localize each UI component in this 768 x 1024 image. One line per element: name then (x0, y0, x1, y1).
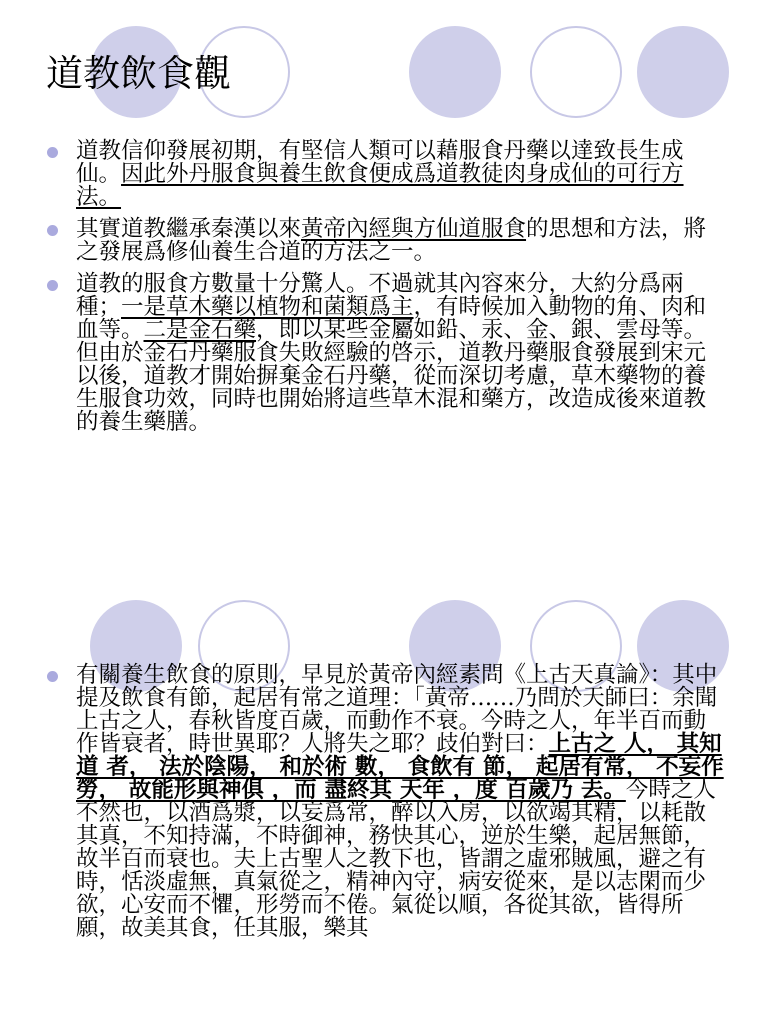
bullet-text: 有關養生飲食的原則，早見於黃帝內經素問《上古天真論》：其中提及飲食有節，起居有常之道理：「黃帝……乃問於天師曰：余聞上古之人，春秋皆度百歲，而動作不衰。今時之人，年半百而動作皆衰者，時世異耶？人將失之耶？歧伯對曰： (76, 662, 718, 757)
underlined-text: 一是草木藥以植物和菌類爲主 (121, 294, 414, 320)
bullet-text: ，即以某些金屬如鉛、汞、金、銀、雲母等。但由於金石丹藥服食失敗經驗的啓示，道教丹藥服食發展到宋元以後，道教才開始摒棄金石丹藥，從而深切考慮，草木藥物的養生服食功效，同時也開始將這些草木混和藥方，改造成後來道教的養生藥膳。 (76, 317, 707, 435)
bullet-icon (47, 671, 58, 682)
page-title: 道教飲食觀 (46, 52, 231, 95)
bullet-item (0, 140, 768, 209)
bullet-item (0, 664, 768, 940)
bullet-list (0, 140, 768, 443)
decorative-circle (637, 26, 729, 118)
underlined-bold-quote: 上古之 人， 其知道 者， 法於陰陽， 和於術 數， 食飲有 節， 起居有常， 不妄作勞， 故能形與神俱 ，而 盡終其 天年 ，度 百歲乃 去。 (76, 731, 724, 803)
bullet-text: 今時之人不然也，以酒爲漿，以妄爲常，醉以入房，以欲竭其精，以耗散其真，不知持滿，不時御神，務快其心，逆於生樂，起居無節，故半百而衰也。夫上古聖人之教下也，皆謂之虛邪賊風，避之有時，恬淡虛無，真氣從之，精神內守，病安從來，是以志閑而少欲，心安而不懼，形勞而不倦。氣從以順，各從其欲，皆得所願，故美其食，任其服，樂其 (76, 777, 716, 941)
bullet-icon (47, 147, 58, 158)
bullet-text: 道教的服食方數量十分驚人。不過就其內容來分，大約分爲兩種； (76, 271, 684, 320)
bullet-item (0, 218, 768, 264)
bullet-item (0, 273, 768, 434)
slide-2 (0, 512, 768, 1024)
bullet-icon (47, 225, 58, 236)
bullet-text: 道教信仰發展初期，有堅信人類可以藉服食丹藥以達致長生成仙。 (76, 138, 684, 187)
bullet-text: ，有時候加入動物的角、肉和血等。 (76, 294, 707, 343)
bullet-text: 其實道教繼承秦漢以來 (76, 216, 302, 242)
underlined-text: 黃帝內經與方仙道服食 (301, 216, 527, 242)
bullet-icon (47, 280, 58, 291)
decorative-circle (530, 26, 622, 118)
bullet-list (0, 664, 768, 949)
bullet-text: 的思想和方法，將之發展爲修仙養生合道的方法之一。 (76, 216, 707, 265)
underlined-text: 二是金石藥 (143, 317, 257, 343)
underlined-text: 因此外丹服食與養生飲食便成爲道教徒肉身成仙的可行方法。 (76, 161, 684, 210)
decorative-circle (409, 26, 501, 118)
